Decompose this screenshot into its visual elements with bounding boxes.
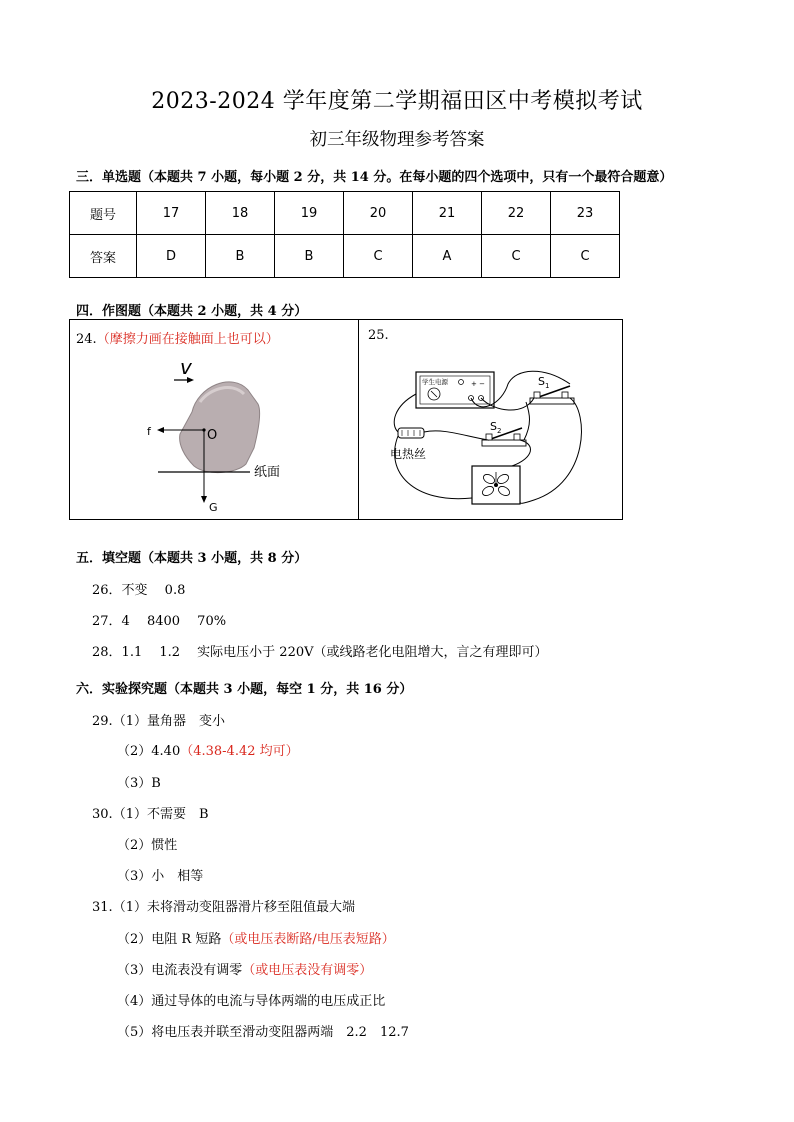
gravity-label: G (209, 501, 218, 514)
table-cell: A (413, 235, 482, 278)
q25-number: 25. (368, 328, 389, 343)
wire (424, 431, 488, 440)
table-header-number: 题号 (70, 192, 137, 235)
answer-line-29-2: （2）4.40（4.38-4.42 均可） (117, 744, 299, 759)
table-cell: C (551, 235, 620, 278)
s1-base (530, 398, 574, 404)
s2-base (482, 440, 526, 446)
s1-contact (562, 392, 568, 398)
table-cell: 19 (275, 192, 344, 235)
answer-line-30-3: （3）小 相等 (117, 869, 204, 884)
table-cell: B (275, 235, 344, 278)
plus-minus-label: + − (471, 380, 485, 388)
friction-arrowhead (157, 427, 164, 433)
table-row-answers (70, 235, 620, 278)
s2-label: $S_2$ (490, 420, 502, 435)
section-3-heading: 三．单选题（本题共 7 小题，每小题 2 分，共 14 分。在每小题的四个选项中，只有一个最符合题意） (76, 170, 673, 185)
s1-label: $S_1$ (538, 375, 550, 390)
section-6-heading: 六．实验探究题（本题共 3 小题，每空 1 分，共 16 分） (76, 682, 413, 697)
drawing-divider (358, 319, 359, 519)
table-cell: 22 (482, 192, 551, 235)
table-cell: 21 (413, 192, 482, 235)
table-cell: B (206, 235, 275, 278)
answer-line-28: 28．1.1 1.2 实际电压小于 220V（或线路老化电阻增大，言之有理即可） (92, 645, 548, 660)
power-supply-label: 学生电源 (422, 378, 448, 386)
answer-line-31-2: （2）电阻 R 短路（或电压表断路/电压表短路） (117, 932, 395, 947)
q24-label (76, 328, 279, 347)
table-cell: D (137, 235, 206, 278)
table-cell: C (482, 235, 551, 278)
center-label: O (207, 428, 218, 443)
q25-circuit-diagram (384, 354, 600, 514)
page-subtitle: 初三年级物理参考答案 (309, 130, 485, 150)
answer-line-29-1: 29.（1）量角器 变小 (92, 714, 225, 729)
q24-number: 24. (76, 332, 97, 347)
q24-force-diagram (140, 352, 300, 518)
s2-post (486, 434, 492, 440)
answer-line-31-5: （5）将电压表并联至滑动变阻器两端 2.2 12.7 (117, 1025, 409, 1040)
eraser-block (180, 382, 260, 473)
answer-line-27: 27．4 8400 70% (92, 614, 227, 629)
table-cell: 20 (344, 192, 413, 235)
wire (394, 394, 416, 432)
table-row-numbers (70, 192, 620, 235)
section-4-heading: 四．作图题（本题共 2 小题，共 4 分） (76, 304, 308, 319)
answer-line-30-1: 30.（1）不需要 B (92, 807, 209, 822)
answer-line-29-3: （3）B (117, 776, 161, 791)
table-cell: 17 (137, 192, 206, 235)
friction-label: f (147, 425, 151, 438)
velocity-label: v (180, 355, 192, 379)
answer-table (69, 191, 620, 278)
section-5-heading: 五．填空题（本题共 3 小题，共 8 分） (76, 551, 308, 566)
q24-note: （摩擦力画在接触面上也可以） (96, 332, 279, 347)
surface-label: 纸面 (254, 465, 281, 480)
s2-contact (514, 434, 520, 440)
answer-line-26: 26．不变 0.8 (92, 583, 186, 598)
table-cell: 23 (551, 192, 620, 235)
table-cell: 18 (206, 192, 275, 235)
fan-hub (494, 483, 498, 487)
wire (524, 402, 530, 440)
wire (395, 436, 472, 499)
answer-line-31-1: 31.（1）未将滑动变阻器滑片移至阻值最大端 (92, 900, 355, 915)
answer-line-31-4: （4）通过导体的电流与导体两端的电压成正比 (117, 994, 386, 1009)
answer-line-30-2: （2）惯性 (117, 838, 178, 853)
s1-post (534, 392, 540, 398)
heater-label: 电热丝 (390, 447, 427, 461)
gravity-arrowhead (201, 496, 207, 503)
page-title: 2023-2024 学年度第二学期福田区中考模拟考试 (151, 89, 643, 114)
answer-line-31-3: （3）电流表没有调零（或电压表没有调零） (117, 963, 373, 978)
table-cell: C (344, 235, 413, 278)
table-header-answer: 答案 (70, 235, 137, 278)
